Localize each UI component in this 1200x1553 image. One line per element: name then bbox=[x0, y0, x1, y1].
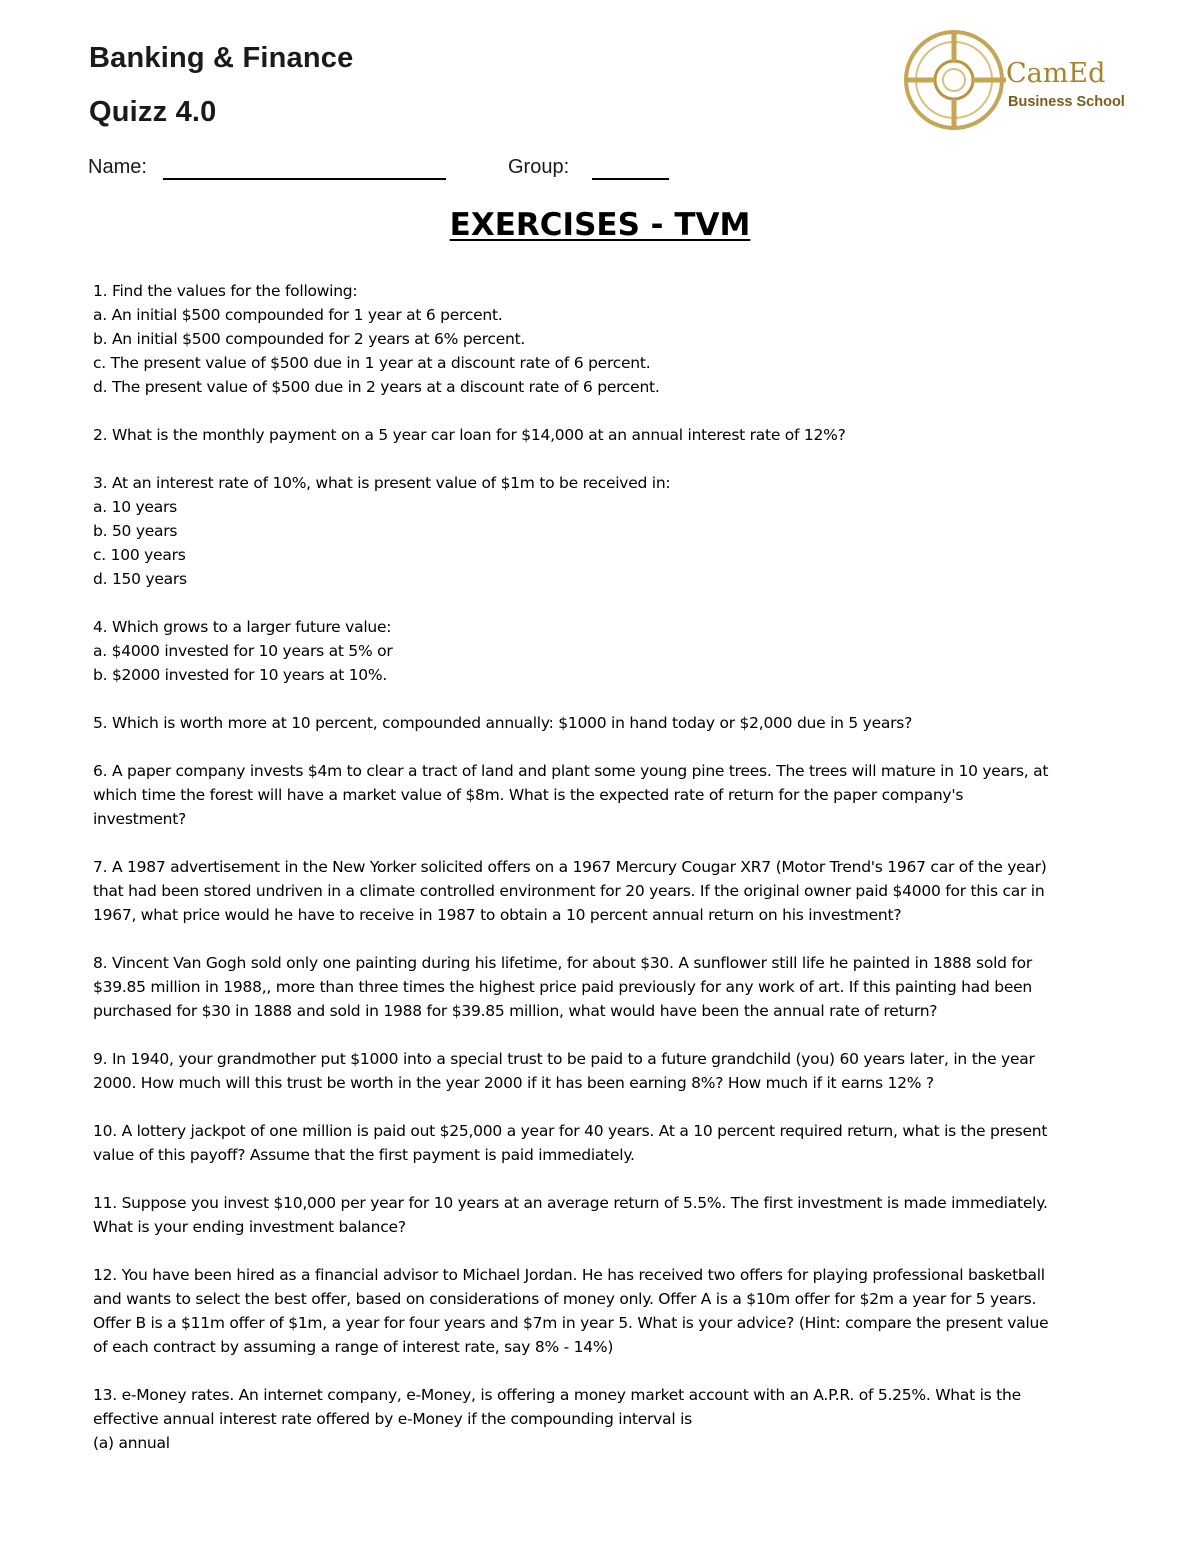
question-3 bbox=[93, 471, 1113, 591]
question-line: 5. Which is worth more at 10 percent, compounded annually: $1000 in hand today or $2,000 due in 5 years? bbox=[93, 714, 913, 732]
quiz-title: Quizz 4.0 bbox=[89, 96, 217, 128]
group-label: Group: bbox=[508, 156, 570, 178]
question-line: b. An initial $500 compounded for 2 years at 6% percent. bbox=[93, 330, 526, 348]
logo-name: CamEd bbox=[1006, 58, 1106, 89]
question-line: purchased for $30 in 1888 and sold in 1988 for $39.85 million, what would have been the annual rate of return? bbox=[93, 1002, 938, 1020]
question-line: a. An initial $500 compounded for 1 year at 6 percent. bbox=[93, 306, 503, 324]
cameD-logo bbox=[902, 28, 1132, 132]
question-6 bbox=[93, 759, 1113, 831]
question-line: 1. Find the values for the following: bbox=[93, 282, 358, 300]
name-blank-line bbox=[163, 178, 446, 180]
question-line: b. $2000 invested for 10 years at 10%. bbox=[93, 666, 388, 684]
logo-subtitle: Business School bbox=[1008, 94, 1125, 110]
question-10 bbox=[93, 1119, 1113, 1167]
question-line: d. The present value of $500 due in 2 years at a discount rate of 6 percent. bbox=[93, 378, 660, 396]
question-line: 9. In 1940, your grandmother put $1000 into a special trust to be paid to a future grandchild (you) 60 years later, in the year bbox=[93, 1050, 1035, 1068]
question-line: which time the forest will have a market value of $8m. What is the expected rate of return for the paper company's bbox=[93, 786, 964, 804]
question-11 bbox=[93, 1191, 1113, 1239]
question-13 bbox=[93, 1383, 1113, 1455]
question-line: 7. A 1987 advertisement in the New Yorker solicited offers on a 1967 Mercury Cougar XR7 (Motor Trend's 1967 car of the year) bbox=[93, 858, 1047, 876]
question-line: effective annual interest rate offered by e-Money if the compounding interval is bbox=[93, 1410, 692, 1428]
question-line: 6. A paper company invests $4m to clear a tract of land and plant some young pine trees. The trees will mature in 10 years, at bbox=[93, 762, 1049, 780]
question-line: c. 100 years bbox=[93, 546, 186, 564]
question-line: a. $4000 invested for 10 years at 5% or bbox=[93, 642, 393, 660]
question-line: 8. Vincent Van Gogh sold only one painting during his lifetime, for about $30. A sunflower still life he painted in 1888 sold for bbox=[93, 954, 1032, 972]
question-line: that had been stored undriven in a climate controlled environment for 20 years. If the original owner paid $4000 for this car in bbox=[93, 882, 1045, 900]
question-line: c. The present value of $500 due in 1 year at a discount rate of 6 percent. bbox=[93, 354, 651, 372]
question-line: (a) annual bbox=[93, 1434, 170, 1452]
question-line: 10. A lottery jackpot of one million is paid out $25,000 a year for 40 years. At a 10 percent required return, what is the present bbox=[93, 1122, 1048, 1140]
question-line: 1967, what price would he have to receive in 1987 to obtain a 10 percent annual return on his investment? bbox=[93, 906, 902, 924]
page-heading: EXERCISES - TVM bbox=[449, 207, 751, 243]
question-line: investment? bbox=[93, 810, 187, 828]
group-blank-line bbox=[592, 178, 669, 180]
question-line: Offer B is a $11m offer of $1m, a year for four years and $7m in year 5. What is your advice? (Hint: compare the present value bbox=[93, 1314, 1049, 1332]
question-2 bbox=[93, 423, 1113, 447]
question-line: 2000. How much will this trust be worth in the year 2000 if it has been earning 8%? How much if it earns 12% ? bbox=[93, 1074, 934, 1092]
question-12 bbox=[93, 1263, 1113, 1359]
question-line: and wants to select the best offer, based on considerations of money only. Offer A is a $10m offer for $2m a year for 5 years. bbox=[93, 1290, 1037, 1308]
question-line: 3. At an interest rate of 10%, what is present value of $1m to be received in: bbox=[93, 474, 671, 492]
question-1 bbox=[93, 279, 1113, 399]
question-line: What is your ending investment balance? bbox=[93, 1218, 406, 1236]
question-line: 12. You have been hired as a financial advisor to Michael Jordan. He has received two offers for playing professional basketball bbox=[93, 1266, 1045, 1284]
question-line: a. 10 years bbox=[93, 498, 177, 516]
question-line: of each contract by assuming a range of interest rate, say 8% - 14%) bbox=[93, 1338, 614, 1356]
compass-emblem-icon bbox=[902, 28, 1006, 132]
question-line: 4. Which grows to a larger future value: bbox=[93, 618, 392, 636]
question-5 bbox=[93, 711, 1113, 735]
question-line: d. 150 years bbox=[93, 570, 187, 588]
question-4 bbox=[93, 615, 1113, 687]
question-line: value of this payoff? Assume that the first payment is paid immediately. bbox=[93, 1146, 635, 1164]
question-line: 13. e-Money rates. An internet company, e-Money, is offering a money market account with an A.P.R. of 5.25%. What is the bbox=[93, 1386, 1021, 1404]
name-label: Name: bbox=[88, 156, 147, 178]
course-title: Banking & Finance bbox=[89, 42, 354, 74]
question-7 bbox=[93, 855, 1113, 927]
question-list bbox=[93, 279, 1113, 1479]
question-line: $39.85 million in 1988,, more than three times the highest price paid previously for any work of art. If this painting had been bbox=[93, 978, 1032, 996]
question-line: b. 50 years bbox=[93, 522, 178, 540]
question-9 bbox=[93, 1047, 1113, 1095]
question-8 bbox=[93, 951, 1113, 1023]
question-line: 11. Suppose you invest $10,000 per year for 10 years at an average return of 5.5%. The first investment is made immediately. bbox=[93, 1194, 1048, 1212]
question-line: 2. What is the monthly payment on a 5 year car loan for $14,000 at an annual interest rate of 12%? bbox=[93, 426, 846, 444]
